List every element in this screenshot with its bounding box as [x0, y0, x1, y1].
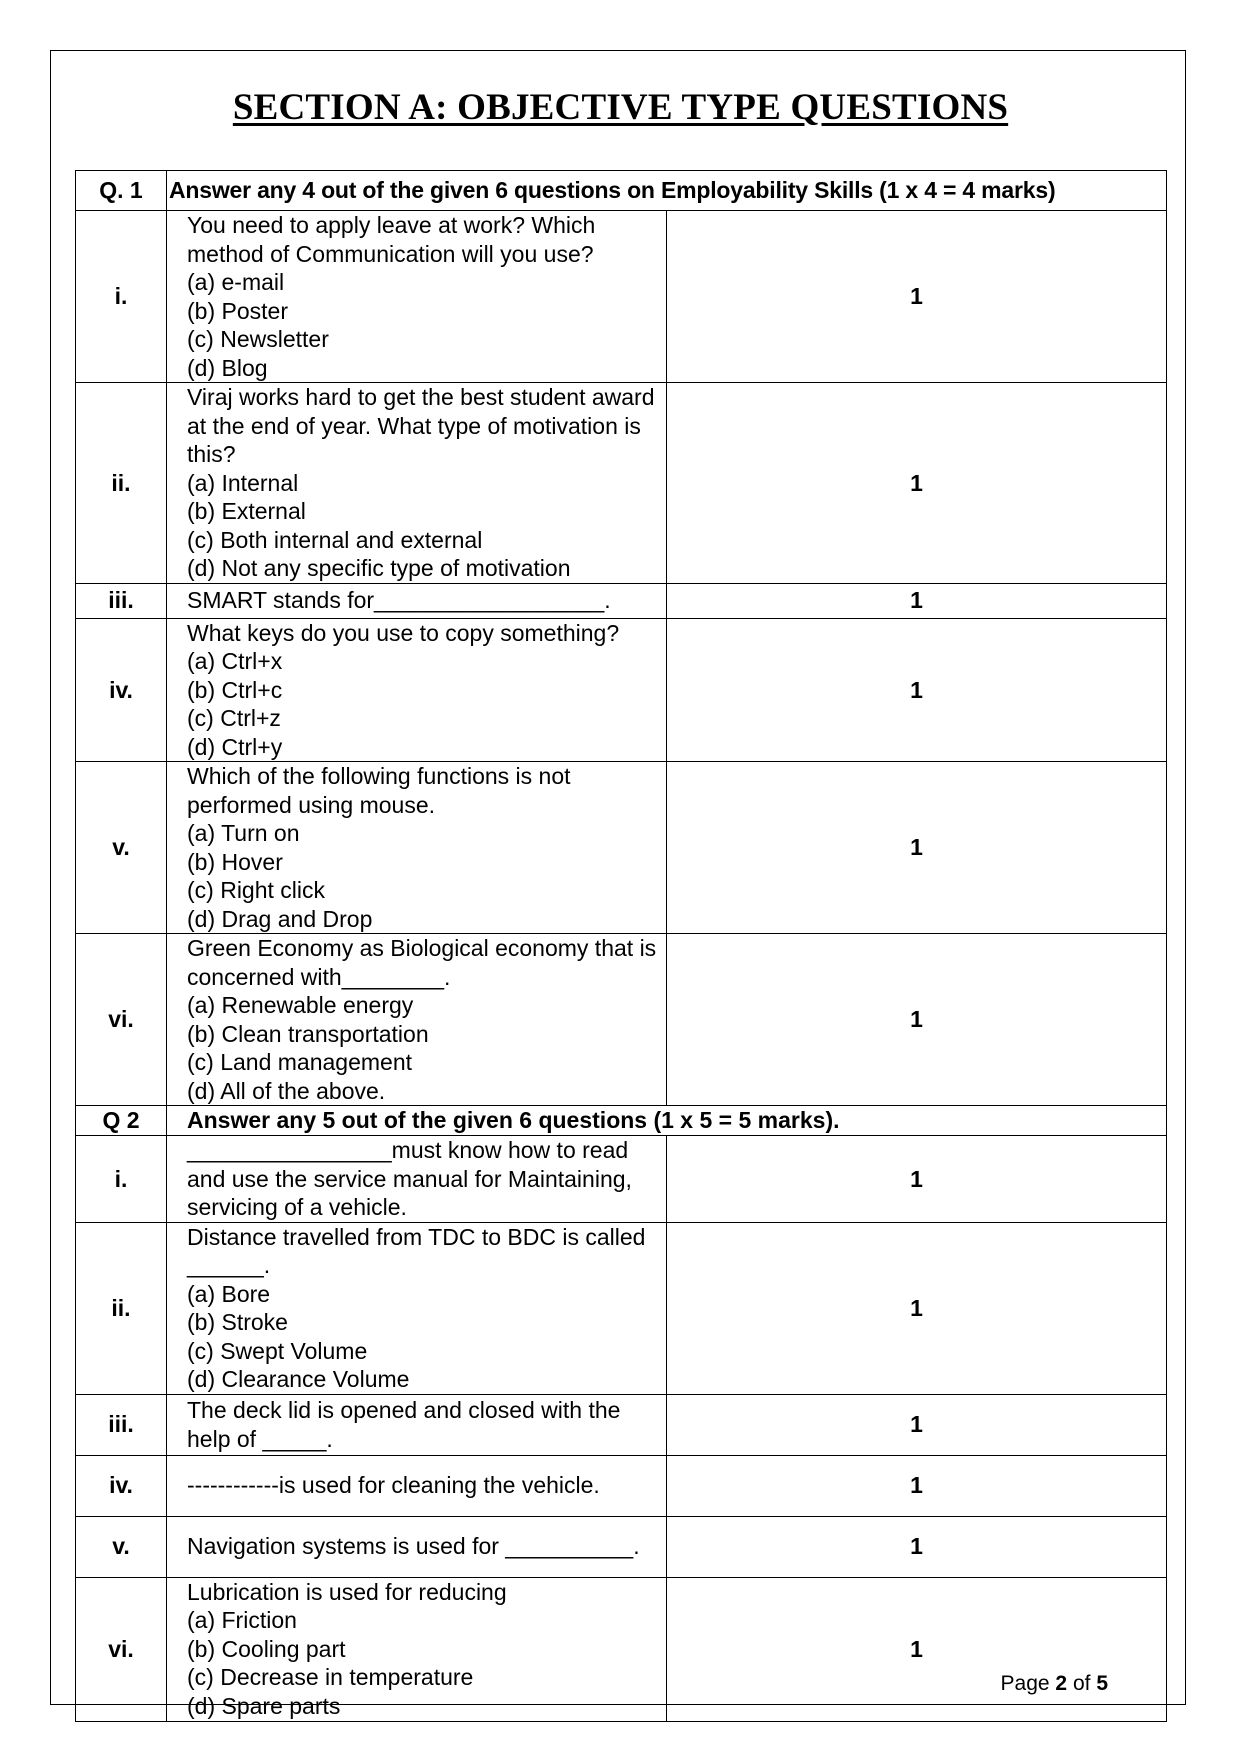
item-number: ii. — [76, 1222, 167, 1394]
q2-item-row — [76, 1455, 1167, 1516]
option: (a) Turn on — [187, 820, 300, 846]
q2-item-row — [76, 1516, 1167, 1577]
question-body — [167, 1577, 667, 1721]
item-number: vi. — [76, 1577, 167, 1721]
question-text: You need to apply leave at work? Which method of Communication will you use? — [187, 212, 596, 267]
total-pages: 5 — [1096, 1672, 1108, 1695]
marks: 1 — [667, 583, 1167, 618]
option: (d) Blog — [187, 354, 268, 381]
question-body — [167, 934, 667, 1106]
option: (b) Stroke — [187, 1309, 288, 1335]
questions-table — [75, 170, 1167, 1722]
q1-item-row — [76, 383, 1167, 584]
marks: 1 — [667, 618, 1167, 762]
q2-label: Q 2 — [76, 1106, 167, 1136]
question-text: ------------is used for cleaning the vehicle. — [187, 1472, 600, 1499]
option: (d) Clearance Volume — [187, 1366, 410, 1392]
options-list — [187, 991, 658, 1105]
question-body — [167, 762, 667, 934]
option: (b) Cooling part — [187, 1635, 346, 1662]
option: (a) Internal — [187, 469, 299, 496]
q1-item-row — [76, 618, 1167, 762]
question-text: What keys do you use to copy something? — [187, 619, 620, 646]
q2-header-row — [76, 1106, 1167, 1136]
option: (c) Land management — [187, 1049, 413, 1075]
item-number: i. — [76, 1136, 167, 1223]
item-number: iv. — [76, 1455, 167, 1516]
marks: 1 — [667, 762, 1167, 934]
item-number: iii. — [76, 1394, 167, 1455]
q1-item-row — [76, 583, 1167, 618]
options-list — [187, 1606, 658, 1720]
item-number: v. — [76, 1516, 167, 1577]
marks: 1 — [667, 1394, 1167, 1455]
option: (d) Not any specific type of motivation — [187, 555, 571, 581]
marks: 1 — [667, 1516, 1167, 1577]
question-body — [167, 1136, 667, 1223]
options-list — [187, 469, 658, 583]
question-text: Viraj works hard to get the best student award at the end of year. What type of motivation is this? — [187, 384, 655, 467]
option: (a) Bore — [187, 1280, 271, 1307]
item-number: i. — [76, 211, 167, 383]
q2-item-row — [76, 1577, 1167, 1721]
option: (a) Friction — [187, 1607, 297, 1634]
option: (a) Renewable energy — [187, 992, 414, 1018]
option: (d) All of the above. — [187, 1077, 386, 1104]
question-body — [167, 1455, 667, 1516]
marks: 1 — [667, 1222, 1167, 1394]
question-text: Distance travelled from TDC to BDC is called ______. — [187, 1223, 646, 1278]
marks: 1 — [667, 1136, 1167, 1223]
options-list — [187, 268, 658, 382]
item-number: v. — [76, 762, 167, 934]
q2-item-row — [76, 1222, 1167, 1394]
option: (d) Ctrl+y — [187, 733, 283, 760]
item-number: ii. — [76, 383, 167, 584]
q2-item-row — [76, 1136, 1167, 1223]
options-list — [187, 819, 658, 933]
question-text: Navigation systems is used for __________. — [187, 1533, 640, 1560]
section-title: SECTION A: OBJECTIVE TYPE QUESTIONS — [232, 87, 1009, 128]
marks: 1 — [667, 934, 1167, 1106]
q1-item-row — [76, 762, 1167, 934]
question-body — [167, 618, 667, 762]
item-number: iii. — [76, 583, 167, 618]
question-body — [167, 1394, 667, 1455]
q2-item-row — [76, 1394, 1167, 1455]
q1-instruction: Answer any 4 out of the given 6 questions on Employability Skills (1 x 4 = 4 marks) — [167, 171, 1167, 211]
question-text: ________________must know how to read and use the service manual for Maintaining, servicing of a vehicle. — [187, 1137, 632, 1220]
option: (c) Ctrl+z — [187, 705, 281, 731]
marks: 1 — [667, 211, 1167, 383]
question-text: SMART stands for__________________. — [187, 587, 611, 614]
current-page: 2 — [1055, 1672, 1068, 1695]
question-body — [167, 1516, 667, 1577]
option: (b) External — [187, 498, 306, 524]
option: (c) Decrease in temperature — [187, 1664, 474, 1691]
option: (a) Ctrl+x — [187, 648, 283, 674]
option: (c) Both internal and external — [187, 526, 483, 553]
option: (b) Clean transportation — [187, 1020, 429, 1047]
q1-label: Q. 1 — [76, 171, 167, 211]
option: (b) Hover — [187, 848, 283, 875]
question-body — [167, 383, 667, 584]
question-text: Lubrication is used for reducing — [187, 1578, 507, 1605]
page-word: Page — [1000, 1672, 1050, 1695]
q1-header-row — [76, 171, 1167, 211]
marks: 1 — [667, 1577, 1167, 1721]
question-text: Green Economy as Biological economy that is concerned with________. — [187, 935, 657, 990]
marks: 1 — [667, 1455, 1167, 1516]
question-text: Which of the following functions is not performed using mouse. — [187, 763, 571, 818]
q1-item-row — [76, 211, 1167, 383]
option: (c) Newsletter — [187, 326, 329, 352]
q2-instruction: Answer any 5 out of the given 6 questions (1 x 5 = 5 marks). — [167, 1106, 1167, 1136]
question-body — [167, 1222, 667, 1394]
q1-item-row — [76, 934, 1167, 1106]
item-number: iv. — [76, 618, 167, 762]
option: (a) e-mail — [187, 269, 285, 295]
item-number: vi. — [76, 934, 167, 1106]
option: (b) Ctrl+c — [187, 676, 283, 703]
of-word: of — [1072, 1672, 1091, 1695]
marks: 1 — [667, 383, 1167, 584]
option: (c) Swept Volume — [187, 1337, 368, 1364]
option: (d) Drag and Drop — [187, 905, 373, 932]
option: (b) Poster — [187, 297, 288, 324]
questions-table-body — [76, 171, 1167, 1722]
option: (d) Spare parts — [187, 1692, 341, 1719]
question-body — [167, 583, 667, 618]
page-footer — [1001, 1672, 1108, 1696]
options-list — [187, 1280, 658, 1394]
question-text: The deck lid is opened and closed with the help of _____. — [187, 1397, 621, 1452]
options-list — [187, 647, 658, 761]
option: (c) Right click — [187, 877, 326, 903]
question-body — [167, 211, 667, 383]
